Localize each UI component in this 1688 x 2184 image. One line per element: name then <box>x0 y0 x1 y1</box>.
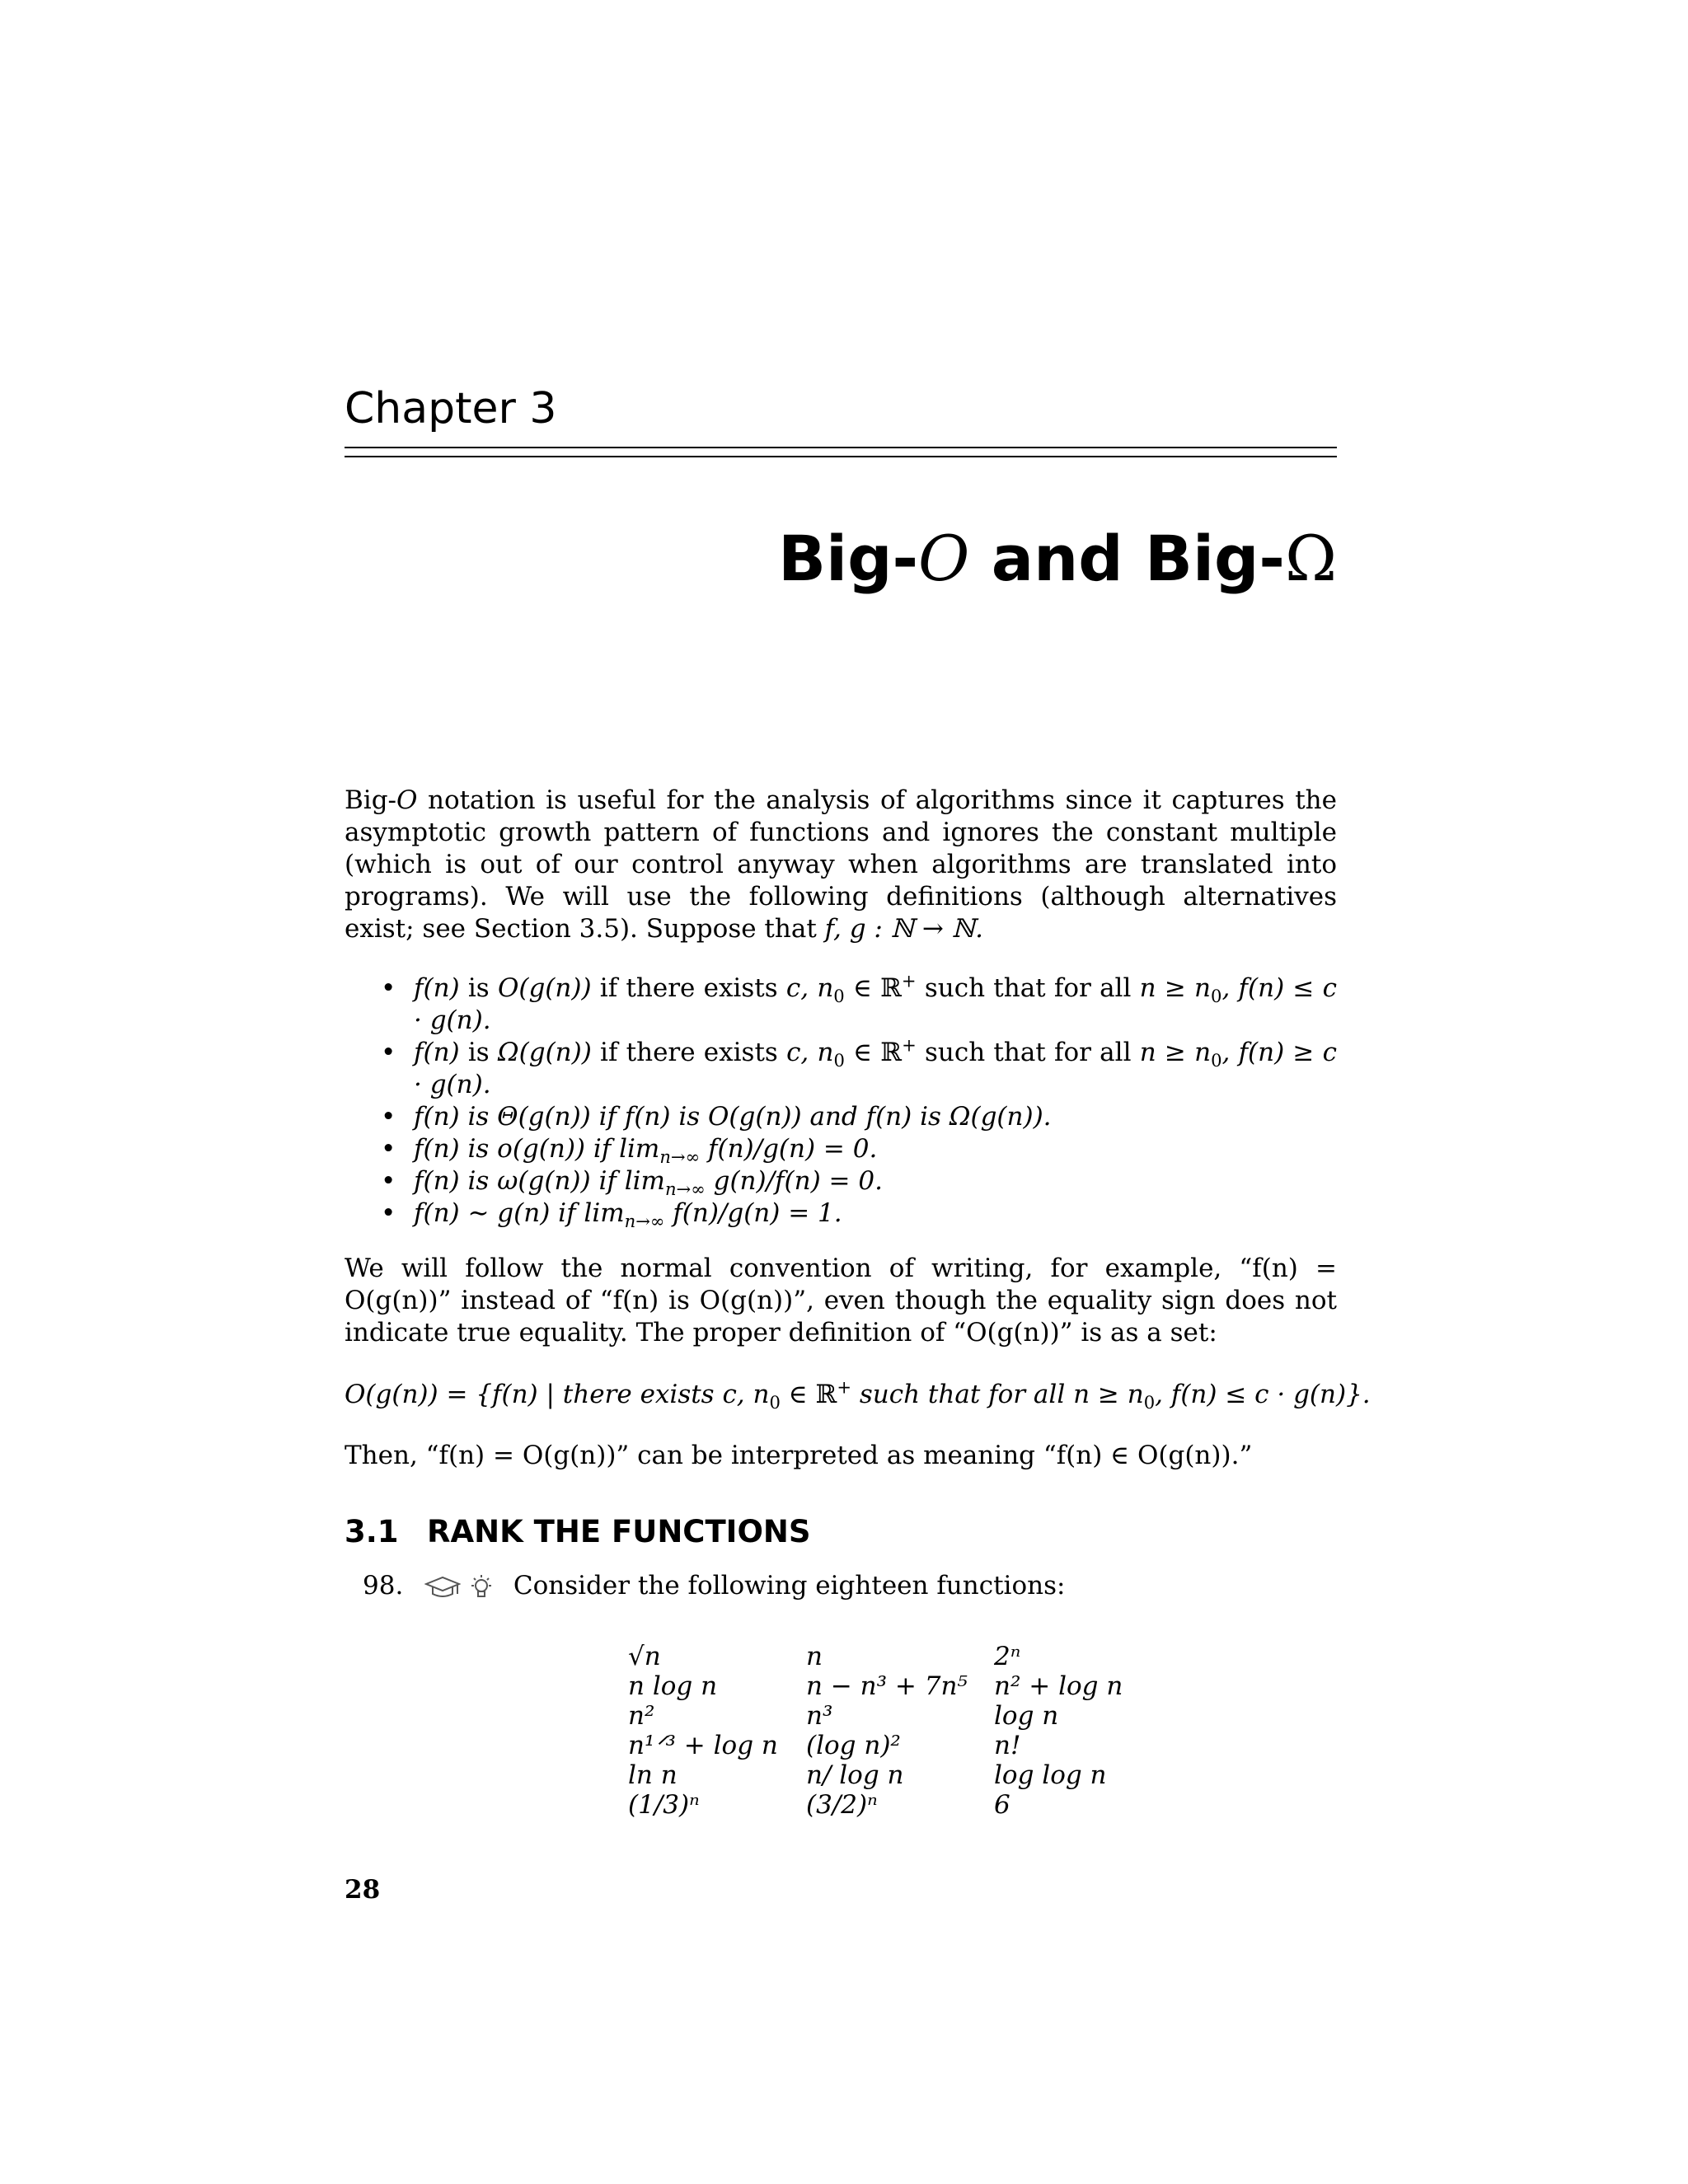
list-item <box>381 1133 1337 1168</box>
intro-math: f, g : ℕ → ℕ. <box>824 914 983 944</box>
bullet-icon: • <box>381 1038 396 1067</box>
text: is <box>459 973 498 1003</box>
math: n ≥ n <box>1139 1038 1212 1067</box>
title-part: Big- <box>778 522 919 595</box>
page-number: 28 <box>345 1875 381 1905</box>
table-row <box>628 1671 1159 1701</box>
superscript: + <box>837 1376 851 1398</box>
chapter-title <box>778 522 1337 595</box>
intro-text: notation is useful for the analysis of algorithms since it captures the asymptotic growth pattern of functions and ignores the constant multiple (which is out of our control anyway when algorithms are translated into programs). We will use the following definitions (although alternatives exist; see Section 3.5). Suppose that <box>345 785 1337 944</box>
table-cell: log n <box>994 1701 1059 1731</box>
table-row <box>628 1790 1159 1820</box>
math: f(n) <box>414 1038 460 1067</box>
table-cell: 6 <box>994 1790 1010 1820</box>
text: if there exists <box>591 973 786 1003</box>
list-item <box>381 1165 1337 1200</box>
table-cell: n log n <box>628 1671 718 1701</box>
math: such that for all n ≥ n <box>851 1380 1144 1409</box>
bullet-icon: • <box>381 1166 396 1196</box>
subscript: n→∞ <box>664 1179 706 1200</box>
table-cell: n² <box>628 1701 655 1731</box>
math: f(n)/g(n) = 0. <box>700 1134 878 1164</box>
text: such that for all <box>916 1038 1140 1067</box>
list-item <box>381 1197 1337 1230</box>
text: such that for all <box>916 973 1140 1003</box>
math: c, n <box>785 973 834 1003</box>
table-cell: n! <box>994 1731 1021 1760</box>
table-cell: n¹ᐟ³ + log n <box>628 1731 778 1760</box>
table-cell: (1/3)ⁿ <box>628 1790 700 1820</box>
subscript: 0 <box>769 1392 781 1413</box>
subscript: n→∞ <box>624 1211 665 1232</box>
chapter-rule-top <box>345 447 1337 448</box>
interpretation-paragraph: Then, “f(n) = O(g(n))” can be interpreted as meaning “f(n) ∈ O(g(n)).” <box>345 1441 1253 1470</box>
text: is <box>459 1038 498 1067</box>
table-cell: 2ⁿ <box>994 1642 1021 1671</box>
bullet-icon: • <box>381 1134 396 1164</box>
functions-table <box>628 1642 1159 1820</box>
subscript: 0 <box>1143 1392 1156 1413</box>
table-row <box>628 1731 1159 1760</box>
table-cell: n² + log n <box>994 1671 1123 1701</box>
list-item <box>381 1034 1337 1101</box>
table-row <box>628 1701 1159 1731</box>
set-definition <box>345 1376 1371 1413</box>
subscript: 0 <box>833 986 845 1007</box>
table-cell: (log n)² <box>806 1731 901 1760</box>
table-row <box>628 1642 1159 1671</box>
section-heading <box>345 1516 811 1547</box>
math: , f(n) ≤ c · g(n). <box>414 973 1337 1035</box>
math: n ≥ n <box>1139 973 1212 1003</box>
text: if there exists <box>591 1038 787 1067</box>
intro-text: Big- <box>345 785 397 815</box>
math: O(g(n)) <box>497 973 592 1003</box>
exercise-98 <box>363 1570 1065 1603</box>
bullet-icon: • <box>381 1102 396 1132</box>
math: , f(n) ≥ c · g(n). <box>414 1038 1337 1099</box>
exercise-text: Consider the following eighteen functions: <box>513 1571 1066 1601</box>
table-cell: n/ log n <box>806 1760 904 1790</box>
convention-paragraph <box>345 1253 1337 1349</box>
math: O(g(n)) = {f(n) | there exists c, n <box>345 1380 770 1409</box>
bullet-icon: • <box>381 973 396 1003</box>
superscript: + <box>902 1034 917 1056</box>
math: f(n)/g(n) = 1. <box>664 1198 842 1228</box>
table-row <box>628 1760 1159 1790</box>
subscript: n→∞ <box>659 1146 701 1168</box>
subscript: 0 <box>1211 1050 1222 1071</box>
math: f(n) is ω(g(n)) if lim <box>414 1166 665 1196</box>
table-cell: ln n <box>628 1760 678 1790</box>
table-cell: log log n <box>994 1760 1107 1790</box>
title-part: and Big- <box>969 522 1285 595</box>
math: f(n) ∼ g(n) if lim <box>414 1198 625 1228</box>
table-cell: n <box>806 1642 823 1671</box>
title-math-omega: Ω <box>1284 522 1337 595</box>
section-title: RANK THE FUNCTIONS <box>427 1514 811 1549</box>
list-item <box>381 972 1337 1037</box>
math: ∈ ℝ <box>780 1380 837 1409</box>
math: ∈ ℝ <box>844 1038 903 1067</box>
list-item <box>381 1101 1337 1133</box>
paragraph-text: We will follow the normal convention of writing, for example, “f(n) = O(g(n))” instead of “f(n) is O(g(n))”, even though the equality sign does not indicate true equality. The proper definition of “O(g(n))” is as a set: <box>345 1254 1337 1347</box>
chapter-label: Chapter 3 <box>345 384 557 434</box>
definition-list <box>381 972 1337 1230</box>
exercise-number: 98. <box>363 1571 404 1601</box>
table-cell: n − n³ + 7n⁵ <box>806 1671 968 1701</box>
table-cell: n³ <box>806 1701 833 1731</box>
lightbulb-icon <box>469 1574 494 1602</box>
math: f(n) <box>414 973 460 1003</box>
section-number: 3.1 <box>345 1514 399 1549</box>
table-cell: (3/2)ⁿ <box>806 1790 878 1820</box>
math: , f(n) ≤ c · g(n)}. <box>1155 1380 1371 1409</box>
title-math-o: O <box>918 522 970 595</box>
math: f(n) is Θ(g(n)) if f(n) is O(g(n)) and f(n) is Ω(g(n)). <box>414 1102 1052 1132</box>
math: Ω(g(n)) <box>497 1038 592 1067</box>
graduation-cap-icon <box>424 1576 461 1601</box>
math: ∈ ℝ <box>844 973 902 1003</box>
table-cell: √n <box>628 1642 661 1671</box>
math: f(n) is o(g(n)) if lim <box>414 1134 660 1164</box>
subscript: 0 <box>833 1050 845 1071</box>
superscript: + <box>901 970 917 991</box>
chapter-rule-bottom <box>345 456 1337 457</box>
subscript: 0 <box>1211 986 1222 1007</box>
math: g(n)/f(n) = 0. <box>705 1166 883 1196</box>
intro-paragraph <box>345 785 1337 945</box>
intro-math: O <box>396 785 418 815</box>
bullet-icon: • <box>381 1198 396 1228</box>
math: c, n <box>786 1038 834 1067</box>
